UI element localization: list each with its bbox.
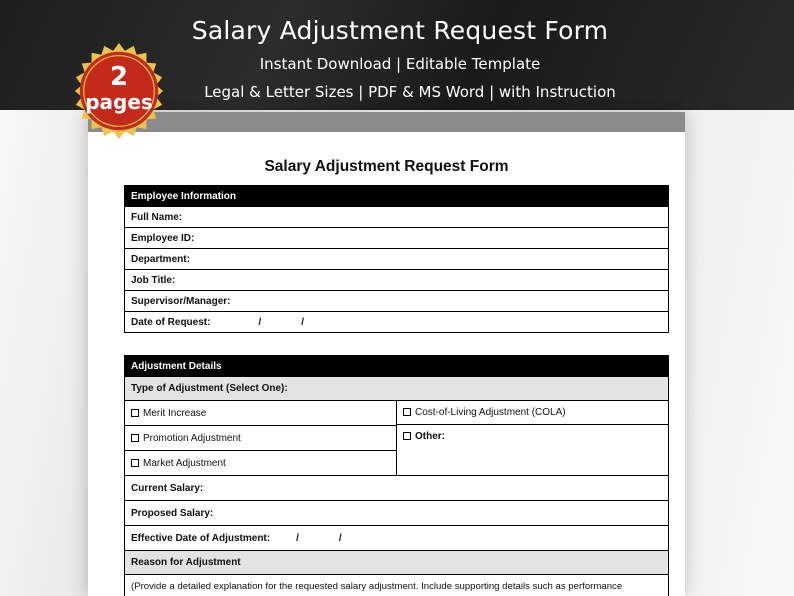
checkbox-icon[interactable] (403, 408, 411, 416)
option-cola[interactable] (397, 401, 668, 425)
job-title-field[interactable]: Job Title: (125, 270, 669, 291)
date-slash: / (338, 532, 342, 544)
banner-title: Salary Adjustment Request Form (191, 16, 609, 45)
date-slash: / (296, 532, 299, 544)
document-sheet (88, 112, 685, 596)
date-slash: / (301, 316, 305, 328)
option-label: Cost-of-Living Adjustment (COLA) (415, 407, 566, 418)
option-label: Promotion Adjustment (143, 432, 241, 444)
banner-subtitle-formats: Legal & Letter Sizes | PDF & MS Word | with Instruction (204, 83, 616, 101)
option-label: Market Adjustment (143, 457, 226, 469)
option-promotion-adjustment[interactable] (125, 426, 397, 451)
date-slash: / (258, 316, 262, 328)
reason-header: Reason for Adjustment (125, 551, 669, 575)
option-merit-increase[interactable] (125, 401, 397, 426)
checkbox-icon[interactable] (403, 432, 411, 440)
employee-info-header: Employee Information (125, 186, 669, 207)
adjustment-type-label: Type of Adjustment (Select One): (125, 377, 669, 401)
date-of-request-field[interactable] (125, 312, 669, 333)
sheet-top-bar (88, 112, 685, 132)
checkbox-icon[interactable] (131, 434, 139, 442)
checkbox-icon[interactable] (131, 409, 139, 417)
supervisor-field[interactable]: Supervisor/Manager: (125, 291, 669, 312)
badge-word: pages (85, 90, 153, 114)
effective-date-label: Effective Date of Adjustment: (131, 532, 271, 544)
option-label: Merit Increase (143, 407, 207, 419)
effective-date-field[interactable] (125, 526, 669, 551)
current-salary-field[interactable]: Current Salary: (125, 476, 669, 501)
employee-info-table (124, 185, 669, 333)
date-of-request-label: Date of Request: (131, 316, 211, 328)
adjustment-details-header: Adjustment Details (125, 356, 669, 377)
banner-subtitle-download: Instant Download | Editable Template (259, 55, 541, 73)
option-other[interactable] (397, 425, 668, 449)
employee-id-field[interactable]: Employee ID: (125, 228, 669, 249)
proposed-salary-field[interactable]: Proposed Salary: (125, 501, 669, 526)
right-options-cell (397, 401, 669, 476)
badge-number: 2 (109, 62, 129, 92)
document-title: Salary Adjustment Request Form (264, 158, 509, 175)
option-market-adjustment[interactable] (125, 451, 397, 476)
full-name-field[interactable]: Full Name: (125, 207, 669, 228)
checkbox-icon[interactable] (131, 459, 139, 467)
option-label: Other: (415, 431, 445, 442)
department-field[interactable]: Department: (125, 249, 669, 270)
reason-text[interactable]: (Provide a detailed explanation for the requested salary adjustment. Include supporting details such as performance (125, 575, 669, 596)
adjustment-details-table (124, 355, 669, 596)
